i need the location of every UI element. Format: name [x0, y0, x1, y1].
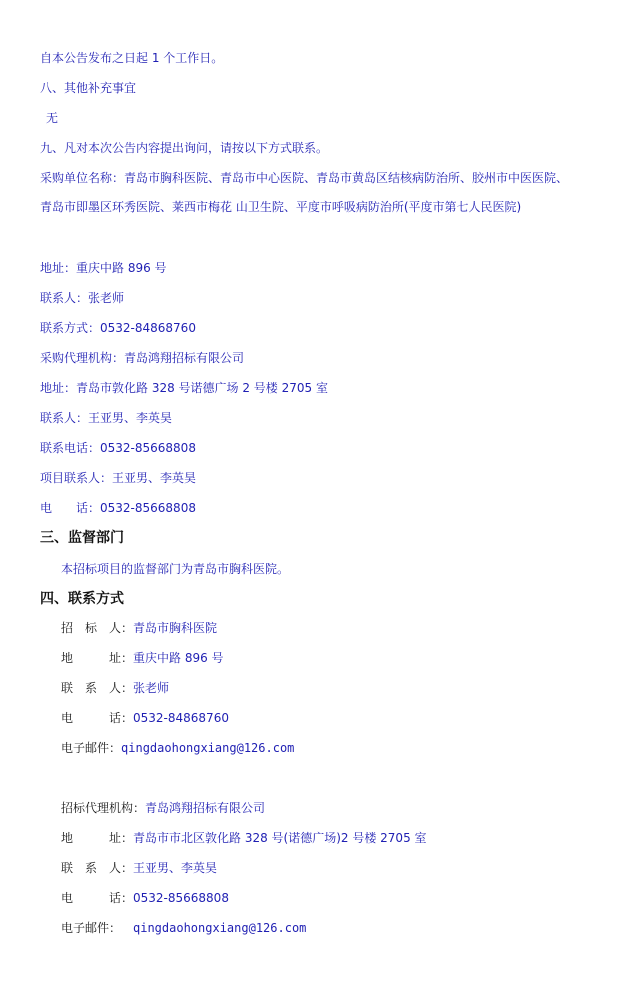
tenderer-address-label: 地 址： [61, 651, 134, 665]
agency-phone: 联系电话：0532-85668808 [40, 441, 196, 455]
section-8-tail-text: 自本公告发布之日起 1 个工作日。 [40, 51, 224, 65]
tenderer-email-row [61, 740, 588, 756]
agency-tel [40, 500, 588, 516]
agent-phone-value: 0532-85668808 [133, 891, 229, 905]
tenderer-phone-row [61, 710, 588, 726]
agency-name: 采购代理机构：青岛鸿翔招标有限公司 [40, 351, 245, 365]
agent-address-label: 地 址： [61, 831, 134, 845]
purchaser-names: 采购单位名称：青岛市胸科医院、青岛市中心医院、青岛市黄岛区结核病防治所、胶州市中医医院、青岛市即墨区环秀医院、莱西市梅花 山卫生院、平度市呼吸病防治所(平度市第七人民医院) [40, 171, 569, 214]
agent-contact-row [61, 860, 588, 876]
agency-tel-label: 电 话： [40, 501, 101, 515]
agency-project-contact: 项目联系人：王亚男、李英昊 [40, 471, 197, 485]
agency-address: 地址：青岛市敦化路 328 号诺德广场 2 号楼 2705 室 [40, 381, 328, 395]
agent-phone-row [61, 890, 588, 906]
agent-name-value: 青岛鸿翔招标有限公司 [145, 801, 266, 815]
tenderer-email-label: 电子邮件： [61, 741, 122, 755]
agent-email-value: qingdaohongxiang@126.com [133, 921, 307, 935]
agent-name-label: 招标代理机构： [61, 801, 146, 815]
section-3-title: 三、监督部门 [40, 530, 124, 546]
agent-contact-label: 联 系 人： [61, 861, 134, 875]
tenderer-name-row [61, 620, 588, 636]
tenderer-contact-label: 联 系 人： [61, 681, 134, 695]
section-9-title: 九、凡对本次公告内容提出询问，请按以下方式联系。 [40, 141, 329, 155]
agent-email-label: 电子邮件： [61, 921, 122, 935]
agent-phone-label: 电 话： [61, 891, 134, 905]
agent-name-row [61, 800, 588, 816]
section-3-text: 本招标项目的监督部门为青岛市胸科医院。 [61, 562, 290, 576]
purchaser-phone: 联系方式：0532-84868760 [40, 321, 196, 335]
purchaser-contact: 联系人：张老师 [40, 291, 125, 305]
tenderer-address-row [61, 650, 588, 666]
section-4-title: 四、联系方式 [40, 591, 124, 607]
tenderer-contact-value: 张老师 [133, 681, 170, 695]
tenderer-name-label: 招 标 人： [61, 621, 134, 635]
agent-contact-value: 王亚男、李英昊 [133, 861, 218, 875]
section-8-none: 无 [46, 111, 59, 125]
agent-address-value: 青岛市市北区敦化路 328 号(诺德广场)2 号楼 2705 室 [133, 831, 427, 845]
agent-address-row [61, 830, 588, 846]
section-8-title: 八、其他补充事宜 [40, 81, 137, 95]
tenderer-contact-row [61, 680, 588, 696]
purchaser-address: 地址：重庆中路 896 号 [40, 261, 167, 275]
tenderer-name-value: 青岛市胸科医院 [133, 621, 218, 635]
agent-email-row [61, 920, 588, 936]
tenderer-phone-label: 电 话： [61, 711, 134, 725]
tenderer-email-value: qingdaohongxiang@126.com [121, 741, 295, 755]
agency-contact: 联系人：王亚男、李英昊 [40, 411, 173, 425]
tenderer-address-value: 重庆中路 896 号 [133, 651, 224, 665]
agency-tel-value: 0532-85668808 [100, 501, 196, 515]
tenderer-phone-value: 0532-84868760 [133, 711, 229, 725]
